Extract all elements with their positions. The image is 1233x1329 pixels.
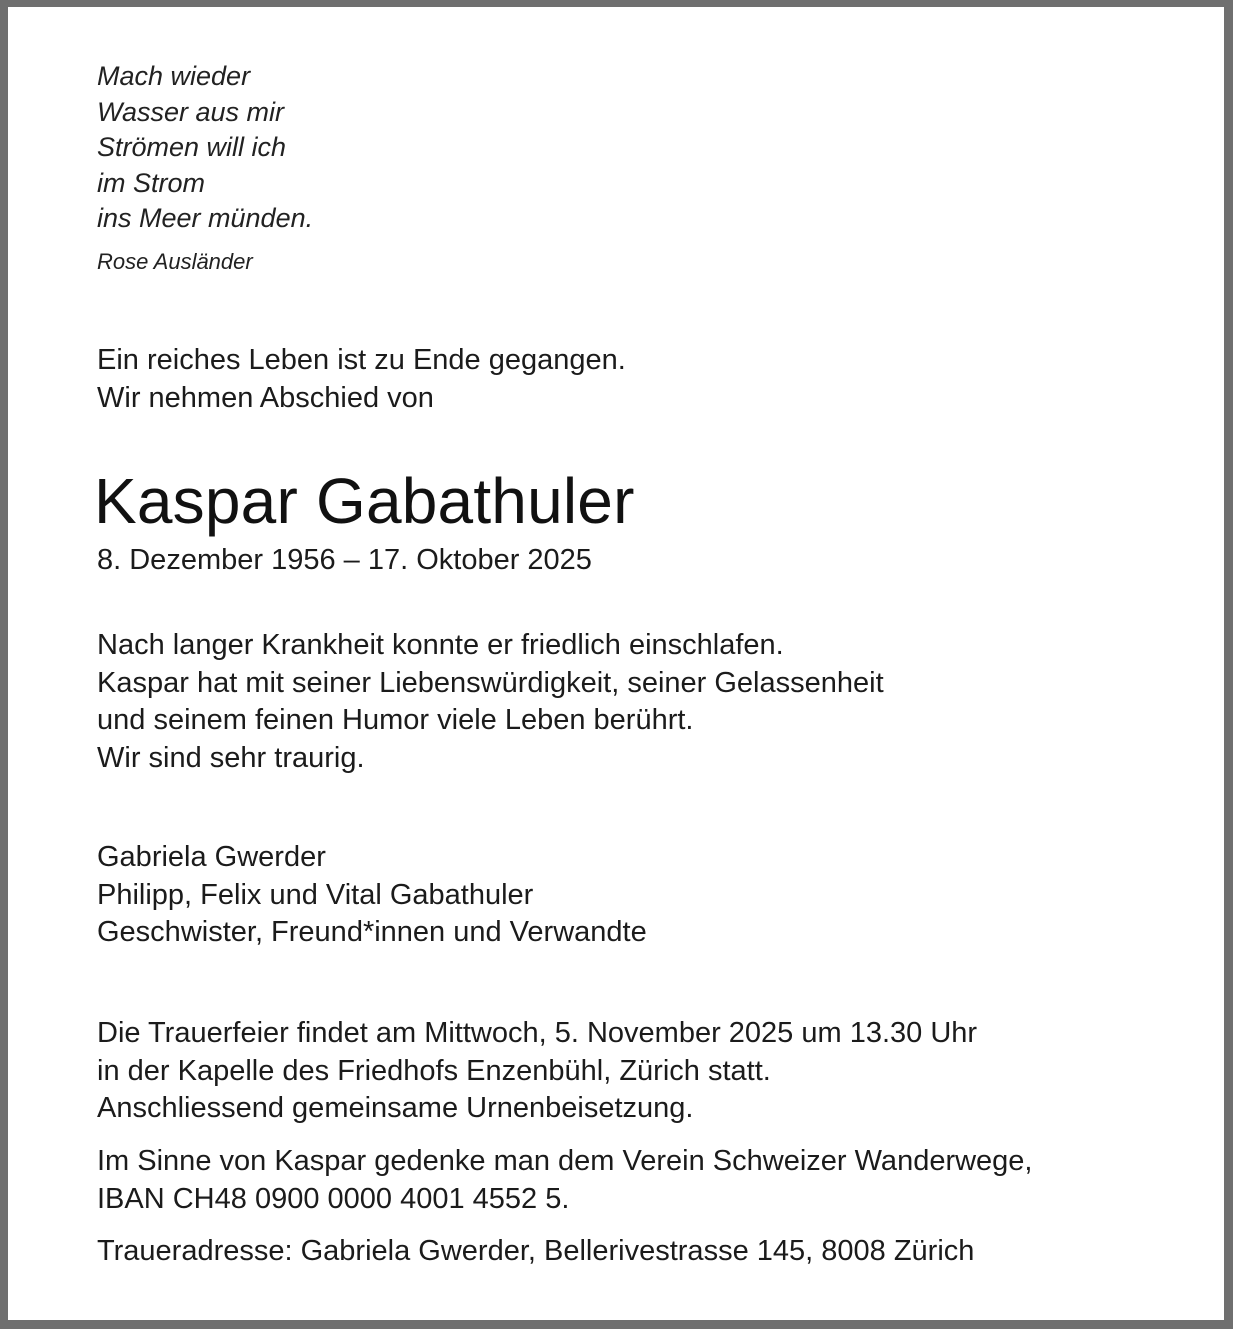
poem-line: ins Meer münden.	[97, 203, 314, 234]
donation-line: IBAN CH48 0900 0000 4001 4552 5.	[97, 1182, 570, 1215]
mourners-list	[97, 839, 647, 952]
poem-line: Wasser aus mir	[97, 96, 285, 127]
obituary-page	[8, 7, 1224, 1320]
poem-line: Strömen will ich	[97, 132, 287, 163]
intro-text	[97, 342, 626, 417]
mourner-line: Philipp, Felix und Vital Gabathuler	[97, 878, 534, 911]
farewell-message	[97, 627, 884, 777]
poem-line: Mach wieder	[97, 61, 251, 91]
mourning-address: Traueradresse: Gabriela Gwerder, Bellerivestrasse 145, 8008 Zürich	[97, 1235, 975, 1267]
poem-line: im Strom	[97, 167, 205, 198]
message-line: Kaspar hat mit seiner Liebenswürdigkeit, seiner Gelassenheit	[97, 666, 884, 699]
life-dates: 8. Dezember 1956 – 17. Oktober 2025	[97, 544, 592, 576]
donation-line: Im Sinne von Kaspar gedenke man dem Verein Schweizer Wanderwege,	[97, 1145, 1033, 1177]
donation-info	[97, 1143, 1033, 1218]
poem-author: Rose Ausländer	[97, 249, 253, 274]
intro-line: Wir nehmen Abschied von	[97, 381, 434, 414]
deceased-name: Kaspar Gabathuler	[94, 465, 635, 537]
service-line: in der Kapelle des Friedhofs Enzenbühl, Zürich statt.	[97, 1054, 771, 1087]
mourner-line: Geschwister, Freund*innen und Verwandte	[97, 916, 647, 949]
message-line: Wir sind sehr traurig.	[97, 741, 365, 774]
funeral-service-info	[97, 1015, 977, 1128]
message-line: Nach langer Krankheit konnte er friedlich einschlafen.	[97, 629, 784, 661]
service-line: Anschliessend gemeinsame Urnenbeisetzung.	[97, 1092, 694, 1125]
service-line: Die Trauerfeier findet am Mittwoch, 5. November 2025 um 13.30 Uhr	[97, 1017, 978, 1049]
message-line: und seinem feinen Humor viele Leben berührt.	[97, 704, 694, 737]
mourner-line: Gabriela Gwerder	[97, 841, 326, 873]
intro-line: Ein reiches Leben ist zu Ende gegangen.	[97, 344, 626, 376]
poem	[97, 59, 313, 237]
